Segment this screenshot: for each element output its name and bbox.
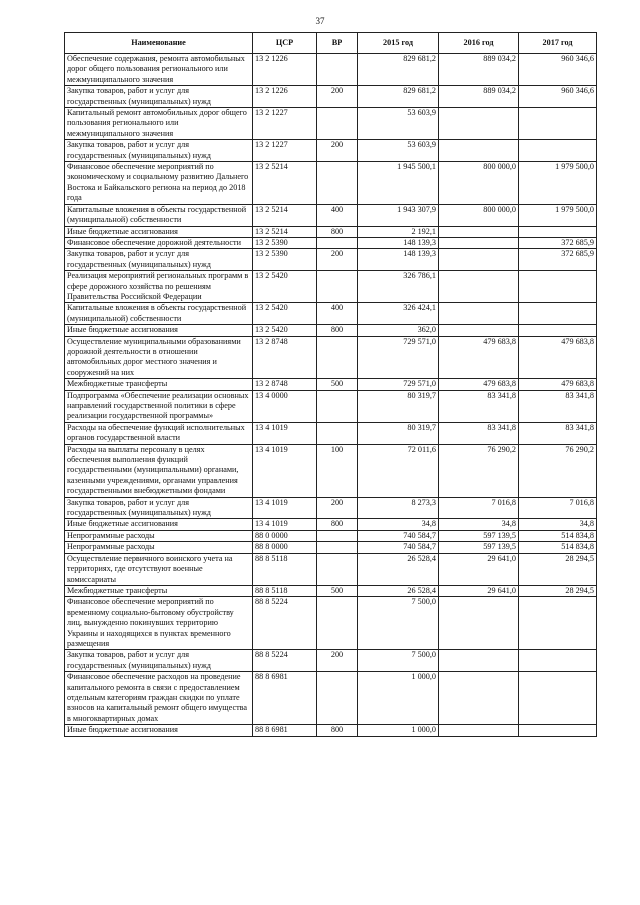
cell-2015: 148 139,3: [358, 237, 439, 248]
cell-2015: 80 319,7: [358, 422, 439, 444]
cell-name: Закупка товаров, работ и услуг для государственных (муниципальных) нужд: [65, 650, 253, 672]
cell-2017: [519, 303, 597, 325]
cell-2015: 26 528,4: [358, 585, 439, 596]
cell-csr: 13 2 1226: [253, 54, 317, 86]
cell-2017: 960 346,6: [519, 86, 597, 108]
cell-2016: [439, 226, 519, 237]
cell-2015: 1 000,0: [358, 725, 439, 736]
cell-name: Непрограммные расходы: [65, 542, 253, 553]
table-row: [65, 336, 597, 379]
cell-2016: 29 641,0: [439, 585, 519, 596]
cell-vr: [317, 336, 358, 379]
cell-vr: [317, 597, 358, 650]
table-row: [65, 422, 597, 444]
cell-2015: 7 500,0: [358, 650, 439, 672]
cell-2016: [439, 325, 519, 336]
cell-2015: 34,8: [358, 519, 439, 530]
cell-csr: 13 2 8748: [253, 336, 317, 379]
cell-vr: 500: [317, 585, 358, 596]
cell-vr: 800: [317, 519, 358, 530]
cell-2017: 83 341,8: [519, 422, 597, 444]
cell-2016: [439, 237, 519, 248]
table-row: [65, 390, 597, 422]
cell-2015: 1 943 307,9: [358, 204, 439, 226]
cell-2016: [439, 303, 519, 325]
table-row: [65, 162, 597, 205]
cell-2015: 80 319,7: [358, 390, 439, 422]
table-row: [65, 237, 597, 248]
cell-2015: 53 603,9: [358, 140, 439, 162]
cell-vr: 200: [317, 497, 358, 519]
cell-2016: 479 683,8: [439, 379, 519, 390]
cell-vr: [317, 54, 358, 86]
table-row: [65, 54, 597, 86]
cell-csr: 88 8 5224: [253, 650, 317, 672]
cell-name: Капитальный ремонт автомобильных дорог общего пользования регионального или межмуниципального значения: [65, 108, 253, 140]
cell-2016: [439, 650, 519, 672]
cell-2017: [519, 672, 597, 725]
header-2015: 2015 год: [358, 33, 439, 54]
cell-2016: [439, 271, 519, 303]
cell-name: Подпрограмма «Обеспечение реализации основных направлений государственной политики в сфере реализации государственной программы»: [65, 390, 253, 422]
cell-name: Финансовое обеспечение расходов на проведение капитального ремонта в связи с предоставлением отдельным категориям граждан скидки по уплате взносов на капитальный ремонт общего имущества в многоквартирных домах: [65, 672, 253, 725]
cell-vr: 200: [317, 650, 358, 672]
cell-2016: 479 683,8: [439, 336, 519, 379]
cell-2016: 34,8: [439, 519, 519, 530]
cell-2015: 729 571,0: [358, 379, 439, 390]
cell-vr: [317, 553, 358, 585]
table-row: [65, 379, 597, 390]
cell-csr: 13 2 5214: [253, 226, 317, 237]
cell-2017: 372 685,9: [519, 237, 597, 248]
cell-vr: [317, 271, 358, 303]
table-row: [65, 597, 597, 650]
cell-csr: 13 2 8748: [253, 379, 317, 390]
cell-2016: [439, 108, 519, 140]
cell-csr: 88 8 5118: [253, 553, 317, 585]
cell-2016: 76 290,2: [439, 444, 519, 497]
cell-2017: [519, 271, 597, 303]
header-csr: ЦСР: [253, 33, 317, 54]
cell-vr: 800: [317, 325, 358, 336]
header-2016: 2016 год: [439, 33, 519, 54]
cell-2017: [519, 108, 597, 140]
cell-2015: 148 139,3: [358, 249, 439, 271]
cell-2017: 960 346,6: [519, 54, 597, 86]
cell-vr: 100: [317, 444, 358, 497]
table-row: [65, 725, 597, 736]
cell-vr: [317, 422, 358, 444]
cell-2017: 372 685,9: [519, 249, 597, 271]
cell-2015: 362,0: [358, 325, 439, 336]
cell-2017: 479 683,8: [519, 336, 597, 379]
cell-csr: 13 2 5390: [253, 249, 317, 271]
cell-name: Капитальные вложения в объекты государственной (муниципальной) собственности: [65, 303, 253, 325]
cell-name: Финансовое обеспечение мероприятий по временному социально-бытовому обустройству лиц, вынужденно покинувших территорию Украины и находящихся в пунктах временного размещения: [65, 597, 253, 650]
cell-vr: 200: [317, 86, 358, 108]
cell-vr: [317, 108, 358, 140]
cell-2016: 29 641,0: [439, 553, 519, 585]
cell-name: Капитальные вложения в объекты государственной (муниципальной) собственности: [65, 204, 253, 226]
cell-2017: 514 834,8: [519, 530, 597, 541]
header-vr: ВР: [317, 33, 358, 54]
cell-2016: 800 000,0: [439, 204, 519, 226]
cell-2017: [519, 650, 597, 672]
cell-2015: 740 584,7: [358, 542, 439, 553]
cell-name: Иные бюджетные ассигнования: [65, 519, 253, 530]
table-row: [65, 249, 597, 271]
cell-vr: [317, 390, 358, 422]
cell-csr: 13 4 1019: [253, 519, 317, 530]
cell-name: Закупка товаров, работ и услуг для государственных (муниципальных) нужд: [65, 86, 253, 108]
cell-2016: [439, 140, 519, 162]
cell-2017: 83 341,8: [519, 390, 597, 422]
cell-csr: 13 2 5420: [253, 271, 317, 303]
table-header-row: [65, 33, 597, 54]
table-row: [65, 86, 597, 108]
cell-2017: 514 834,8: [519, 542, 597, 553]
table-row: [65, 553, 597, 585]
cell-2017: [519, 725, 597, 736]
table-row: [65, 204, 597, 226]
cell-2016: [439, 672, 519, 725]
cell-name: Обеспечение содержания, ремонта автомобильных дорог общего пользования регионального или межмуниципального значения: [65, 54, 253, 86]
cell-2015: 1 000,0: [358, 672, 439, 725]
cell-2016: 597 139,5: [439, 530, 519, 541]
cell-2017: [519, 597, 597, 650]
cell-name: Финансовое обеспечение мероприятий по экономическому и социальному развитию Дальнего Востока и Байкальского региона на период до 2018 года: [65, 162, 253, 205]
cell-2015: 326 786,1: [358, 271, 439, 303]
table-row: [65, 444, 597, 497]
table-row: [65, 650, 597, 672]
cell-name: Иные бюджетные ассигнования: [65, 226, 253, 237]
cell-vr: 400: [317, 204, 358, 226]
table-row: [65, 519, 597, 530]
cell-name: Осуществление муниципальными образованиями дорожной деятельности в отношении автомобильных дорог местного значения и сооружений на них: [65, 336, 253, 379]
page-number: 37: [315, 16, 325, 26]
cell-2016: 597 139,5: [439, 542, 519, 553]
cell-csr: 13 2 5390: [253, 237, 317, 248]
cell-2016: 800 000,0: [439, 162, 519, 205]
table-row: [65, 672, 597, 725]
budget-table: [64, 32, 597, 737]
cell-2016: 83 341,8: [439, 422, 519, 444]
cell-name: Закупка товаров, работ и услуг для государственных (муниципальных) нужд: [65, 497, 253, 519]
cell-csr: 13 4 1019: [253, 444, 317, 497]
cell-csr: 13 2 5420: [253, 303, 317, 325]
cell-csr: 13 4 1019: [253, 497, 317, 519]
cell-2017: 1 979 500,0: [519, 204, 597, 226]
cell-name: Закупка товаров, работ и услуг для государственных (муниципальных) нужд: [65, 249, 253, 271]
cell-2017: [519, 226, 597, 237]
table-row: [65, 108, 597, 140]
cell-csr: 88 8 5118: [253, 585, 317, 596]
cell-vr: 200: [317, 249, 358, 271]
cell-name: Расходы на выплаты персоналу в целях обеспечения выполнения функций государственными (муниципальными) органами, казенными учреждениями, органами управления государственными внебюджетными фондами: [65, 444, 253, 497]
cell-2015: 829 681,2: [358, 54, 439, 86]
cell-vr: [317, 672, 358, 725]
cell-2015: 829 681,2: [358, 86, 439, 108]
cell-2017: [519, 140, 597, 162]
cell-2015: 26 528,4: [358, 553, 439, 585]
cell-csr: 13 2 1227: [253, 140, 317, 162]
cell-2017: 7 016,8: [519, 497, 597, 519]
cell-2017: 28 294,5: [519, 553, 597, 585]
cell-csr: 88 8 6981: [253, 672, 317, 725]
cell-name: Непрограммные расходы: [65, 530, 253, 541]
cell-2015: 326 424,1: [358, 303, 439, 325]
table-row: [65, 497, 597, 519]
cell-name: Межбюджетные трансферты: [65, 379, 253, 390]
cell-2015: 740 584,7: [358, 530, 439, 541]
cell-csr: 13 2 1227: [253, 108, 317, 140]
table-row: [65, 325, 597, 336]
cell-name: Межбюджетные трансферты: [65, 585, 253, 596]
cell-csr: 13 2 5214: [253, 162, 317, 205]
table-row: [65, 140, 597, 162]
cell-name: Иные бюджетные ассигнования: [65, 725, 253, 736]
table-row: [65, 542, 597, 553]
cell-2016: 83 341,8: [439, 390, 519, 422]
cell-vr: 800: [317, 725, 358, 736]
cell-2017: 76 290,2: [519, 444, 597, 497]
cell-vr: [317, 530, 358, 541]
cell-csr: 13 2 5420: [253, 325, 317, 336]
cell-2015: 72 011,6: [358, 444, 439, 497]
cell-2016: [439, 597, 519, 650]
cell-vr: [317, 542, 358, 553]
cell-2016: 889 034,2: [439, 54, 519, 86]
cell-2015: 1 945 500,1: [358, 162, 439, 205]
cell-name: Финансовое обеспечение дорожной деятельности: [65, 237, 253, 248]
cell-2015: 729 571,0: [358, 336, 439, 379]
cell-2015: 8 273,3: [358, 497, 439, 519]
cell-2015: 7 500,0: [358, 597, 439, 650]
cell-csr: 13 4 0000: [253, 390, 317, 422]
cell-vr: [317, 162, 358, 205]
table-row: [65, 271, 597, 303]
cell-2016: [439, 725, 519, 736]
cell-csr: 88 8 0000: [253, 542, 317, 553]
cell-vr: [317, 237, 358, 248]
cell-vr: 400: [317, 303, 358, 325]
cell-2015: 2 192,1: [358, 226, 439, 237]
cell-vr: 200: [317, 140, 358, 162]
cell-name: Иные бюджетные ассигнования: [65, 325, 253, 336]
cell-vr: 500: [317, 379, 358, 390]
cell-name: Реализация мероприятий региональных программ в сфере дорожного хозяйства по решениям Правительства Российской Федерации: [65, 271, 253, 303]
cell-2017: [519, 325, 597, 336]
cell-name: Закупка товаров, работ и услуг для государственных (муниципальных) нужд: [65, 140, 253, 162]
cell-name: Осуществление первичного воинского учета на территориях, где отсутствуют военные комиссариаты: [65, 553, 253, 585]
table-row: [65, 530, 597, 541]
cell-csr: 88 0 0000: [253, 530, 317, 541]
cell-2016: [439, 249, 519, 271]
cell-csr: 88 8 6981: [253, 725, 317, 736]
cell-2016: 7 016,8: [439, 497, 519, 519]
header-name: Наименование: [65, 33, 253, 54]
cell-2017: 28 294,5: [519, 585, 597, 596]
cell-2017: 479 683,8: [519, 379, 597, 390]
cell-name: Расходы на обеспечение функций исполнительных органов государственной власти: [65, 422, 253, 444]
cell-csr: 88 8 5224: [253, 597, 317, 650]
cell-vr: 800: [317, 226, 358, 237]
table-row: [65, 226, 597, 237]
cell-csr: 13 2 1226: [253, 86, 317, 108]
cell-csr: 13 4 1019: [253, 422, 317, 444]
cell-csr: 13 2 5214: [253, 204, 317, 226]
table-row: [65, 585, 597, 596]
cell-2015: 53 603,9: [358, 108, 439, 140]
table-row: [65, 303, 597, 325]
cell-2017: 1 979 500,0: [519, 162, 597, 205]
header-2017: 2017 год: [519, 33, 597, 54]
cell-2017: 34,8: [519, 519, 597, 530]
cell-2016: 889 034,2: [439, 86, 519, 108]
